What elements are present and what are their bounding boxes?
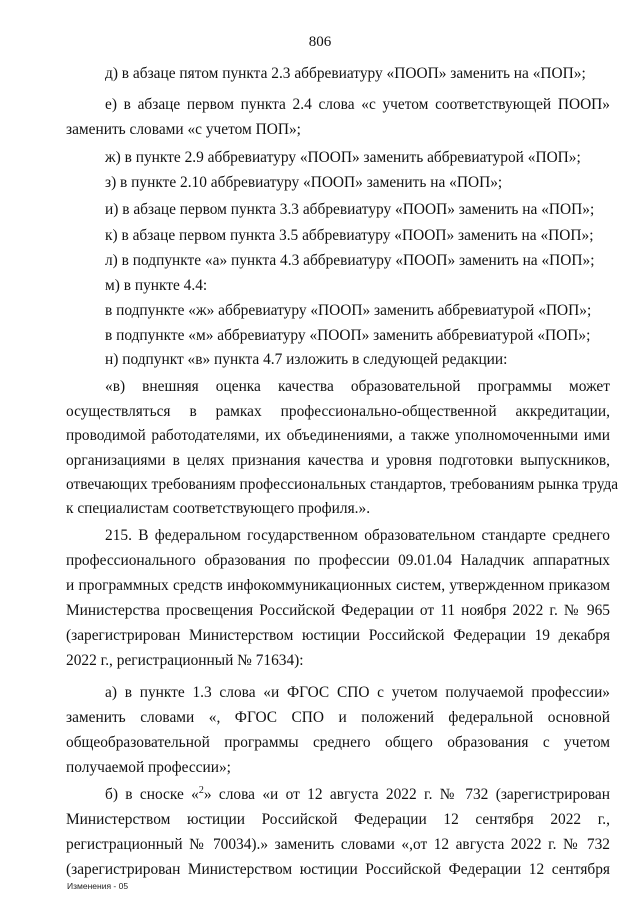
text-line: к специалистам соответствующего профиля.». bbox=[66, 500, 371, 517]
item-d: д) в абзаце пятом пункта 2.3 аббревиатуру «ПООП» заменить на «ПОП»; bbox=[105, 65, 586, 82]
text-line: общеобразовательной программы среднего общего образования с учетом bbox=[66, 734, 610, 751]
item-z: з) в пункте 2.10 аббревиатуру «ПООП» заменить на «ПОП»; bbox=[105, 174, 503, 191]
text-line: регистрационный № 70034).» заменить словами «,от 12 августа 2022 г. № 732 bbox=[66, 836, 610, 853]
text-line: «в) внешняя оценка качества образовательной программы может bbox=[105, 378, 610, 395]
text-line: (зарегистрирован Министерством юстиции Российской Федерации 12 сентября bbox=[66, 861, 610, 878]
item-n: н) подпункт «в» пункта 4.7 изложить в следующей редакции: bbox=[105, 351, 508, 368]
item-i: и) в абзаце первом пункта 3.3 аббревиатуру «ПООП» заменить на «ПОП»; bbox=[105, 201, 595, 218]
item-e-line-2: заменить словами «с учетом ПОП»; bbox=[66, 121, 301, 138]
text-line: проводимой работодателями, их объединениями, а также уполномоченными ими bbox=[66, 427, 610, 444]
text-line: и программных средств инфокоммуникационных систем, утвержденном приказом bbox=[66, 577, 610, 594]
page-number: 806 bbox=[308, 34, 332, 50]
item-l: л) в подпункте «а» пункта 4.3 аббревиатуру «ПООП» заменить на «ПОП»; bbox=[105, 252, 595, 269]
item-m: м) в пункте 4.4: bbox=[105, 277, 208, 294]
text-line: Министерством юстиции Российской Федерации 12 сентября 2022 г., bbox=[66, 811, 610, 828]
text-line: отвечающих требованиям профессиональных стандартов, требованиям рынка труда bbox=[66, 476, 619, 493]
text-line: организациями в целях признания качества и уровня подготовки выпускников, bbox=[66, 452, 610, 469]
text-line: 215. В федеральном государственном образовательном стандарте среднего bbox=[105, 527, 610, 544]
text-line: Министерства просвещения Российской Федерации от 11 ноября 2022 г. № 965 bbox=[66, 602, 610, 619]
footnote-marker: 2 bbox=[198, 784, 204, 796]
text-line: осуществляться в рамках профессионально-общественной аккредитации, bbox=[66, 403, 610, 420]
item-b-text-post: » слова «и от 12 августа 2022 г. № 732 (зарегистрирован bbox=[203, 786, 611, 803]
item-m-sub-m: в подпункте «м» аббревиатуру «ПООП» заменить аббревиатурой «ПОП»; bbox=[105, 327, 591, 344]
item-b-text-pre: б) в сноске « bbox=[105, 786, 199, 803]
text-line: получаемой профессии»; bbox=[66, 759, 231, 776]
item-zh: ж) в пункте 2.9 аббревиатуру «ПООП» заменить аббревиатурой «ПОП»; bbox=[105, 149, 581, 166]
text-line bbox=[105, 785, 610, 805]
text-line: 2022 г., регистрационный № 71634): bbox=[66, 652, 304, 669]
item-m-sub-zh: в подпункте «ж» аббревиатуру «ПООП» заменить аббревиатурой «ПОП»; bbox=[105, 302, 592, 319]
item-k: к) в абзаце первом пункта 3.5 аббревиатуру «ПООП» заменить на «ПОП»; bbox=[105, 227, 594, 244]
item-e-line-1: е) в абзаце первом пункта 2.4 слова «с учетом соответствующей ПООП» bbox=[105, 96, 610, 113]
text-line: заменить словами «, ФГОС СПО и положений федеральной основной bbox=[66, 709, 610, 726]
text-line: профессионального образования по профессии 09.01.04 Наладчик аппаратных bbox=[66, 552, 610, 569]
footer-note: Изменения - 05 bbox=[67, 881, 129, 891]
text-line: а) в пункте 1.3 слова «и ФГОС СПО с учетом получаемой профессии» bbox=[105, 684, 610, 701]
text-line: (зарегистрирован Министерством юстиции Российской Федерации 19 декабря bbox=[66, 627, 610, 644]
